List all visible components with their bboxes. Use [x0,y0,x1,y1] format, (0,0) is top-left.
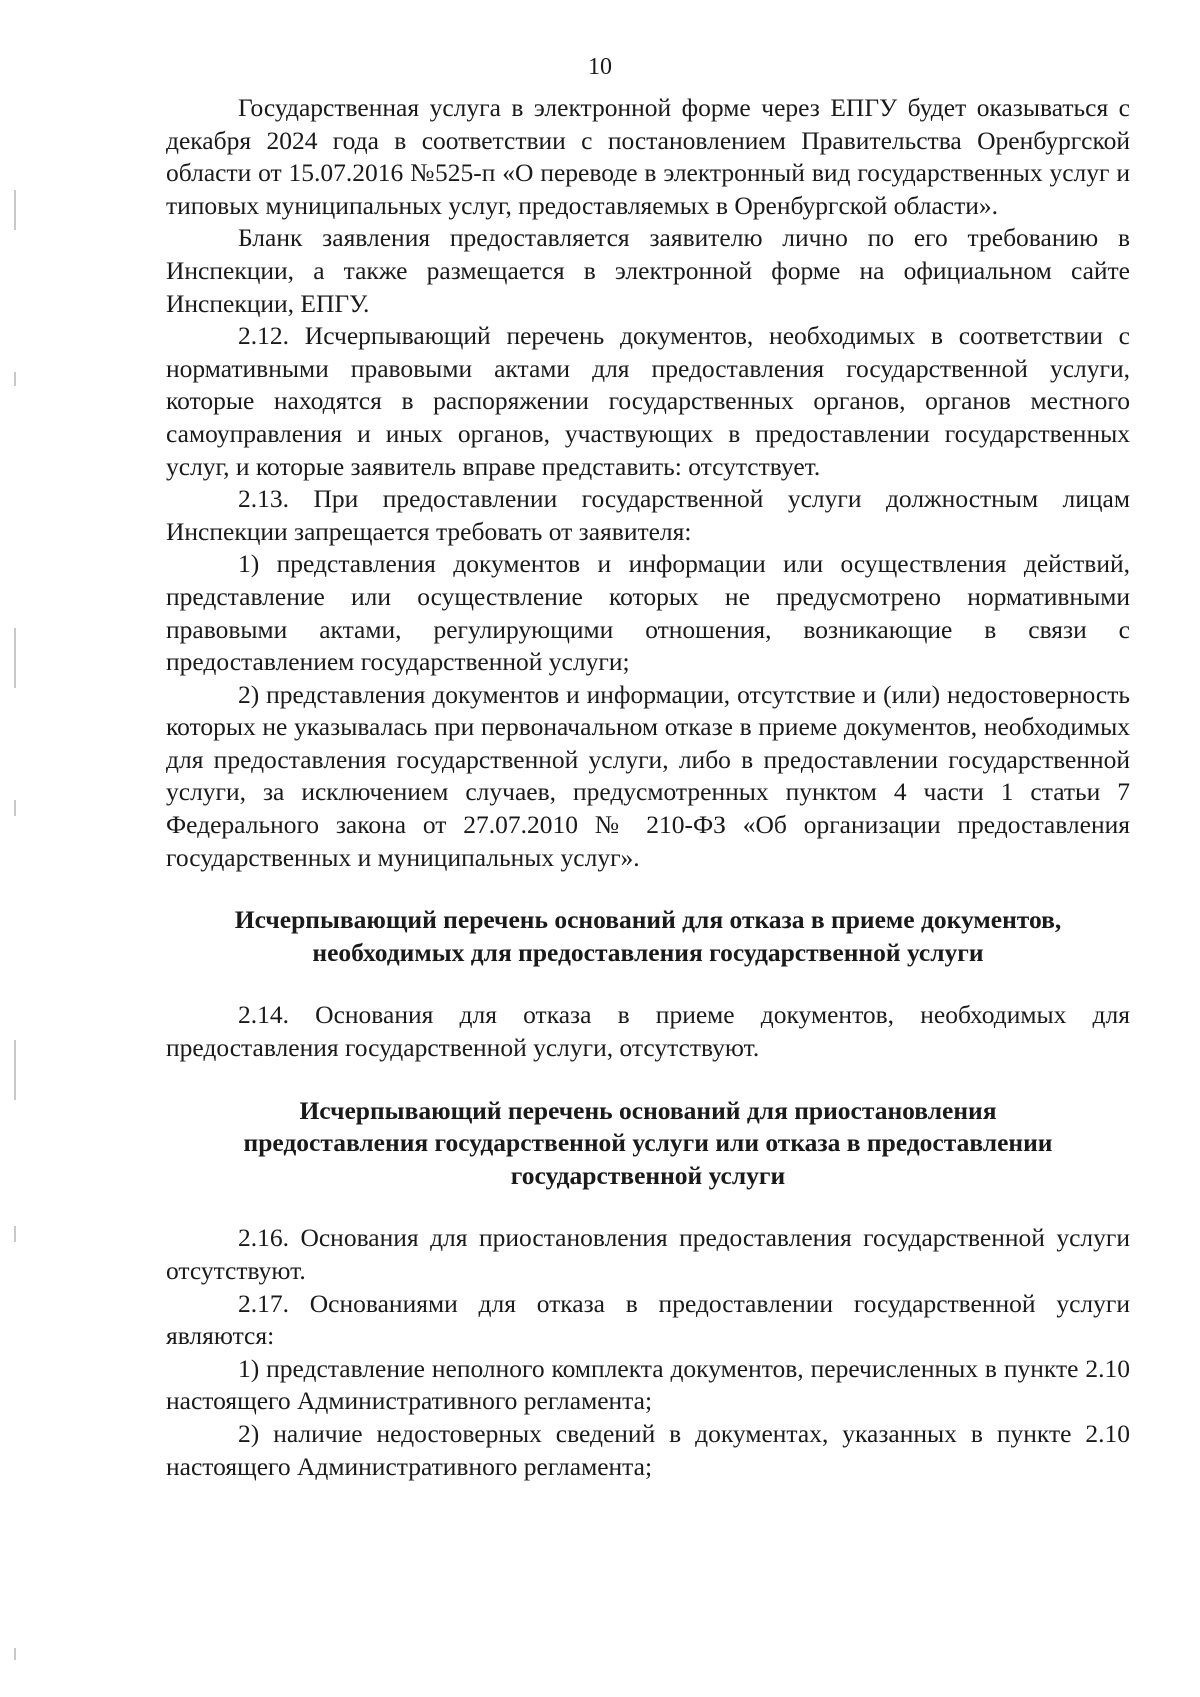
list-item-2-17-2: 2) наличие недостоверных сведений в документах, указанных в пункте 2.10 настоящего Административного регламента; [166,1418,1130,1481]
paragraph-application-form: Бланк заявления предоставляется заявителю лично по его требованию в Инспекции, а также размещается в электронной форме на официальном сайте Инспекции, ЕПГУ. [166,223,1130,318]
scan-margin-marks [14,0,24,1697]
scan-mark [14,1226,16,1242]
page-number: 10 [588,54,612,80]
scan-mark [14,628,16,688]
document-body [166,92,1130,1483]
scan-mark [14,1648,16,1660]
section-heading-refusal-acceptance: Исчерпывающий перечень оснований для отказа в приеме документов, необходимых для предоставления государственной услуги [234,905,1062,967]
list-item-2-13-1: 1) представления документов и информации или осуществления действий, представление или осуществление которых не предусмотрено нормативными правовыми актами, регулирующими отношения, возникающие в связи с предоставлением государственной услуги; [166,549,1130,677]
scan-mark [14,372,16,386]
paragraph-2-16: 2.16. Основания для приостановления предоставления государственной услуги отсутствуют. [166,1223,1130,1285]
scan-mark [14,800,16,816]
section-heading-suspension-refusal: Исчерпывающий перечень оснований для приостановления предоставления государственной услуги или отказа в предоставлении государственной услуги [243,1095,1053,1190]
paragraph-2-14: 2.14. Основания для отказа в приеме документов, необходимых для предоставления государственной услуги, отсутствуют. [166,1000,1130,1063]
scan-mark [14,190,16,230]
paragraph-epgu-service: Государственная услуга в электронной форме через ЕПГУ будет оказываться с декабря 2024 года в соответствии с постановлением Правительства Оренбургской области от 15.07.2016 №525-п «О переводе в электронный вид государственных услуг и типовых муниципальных услуг, предоставляемых в Оренбургской области». [166,93,1130,220]
paragraph-2-12: 2.12. Исчерпывающий перечень документов, необходимых в соответствии с нормативными правовыми актами для предоставления государственной услуги, которые находятся в распоряжении государственных органов, органов местного самоуправления и иных органов, участвующих в предоставлении государственных услуг, и которые заявитель вправе представить: отсутствует. [166,321,1130,481]
list-item-2-13-2: 2) представления документов и информации, отсутствие и (или) недостоверность которых не указывалась при первоначальном отказе в приеме документов, необходимых для предоставления государственной услуги, либо в предоставлении государственной услуги, за исключением случаев, предусмотренных пунктом 4 части 1 статьи 7 Федерального закона от 27.07.2010 № 210-ФЗ «Об организации предоставления государственных и муниципальных услуг». [166,679,1130,872]
scan-mark [14,1040,16,1100]
paragraph-2-13: 2.13. При предоставлении государственной услуги должностным лицам Инспекции запрещается требовать от заявителя: [166,484,1130,546]
paragraph-2-17: 2.17. Основаниями для отказа в предоставлении государственной услуги являются: [166,1288,1130,1351]
list-item-2-17-1: 1) представление неполного комплекта документов, перечисленных в пункте 2.10 настоящего Административного регламента; [166,1353,1130,1416]
